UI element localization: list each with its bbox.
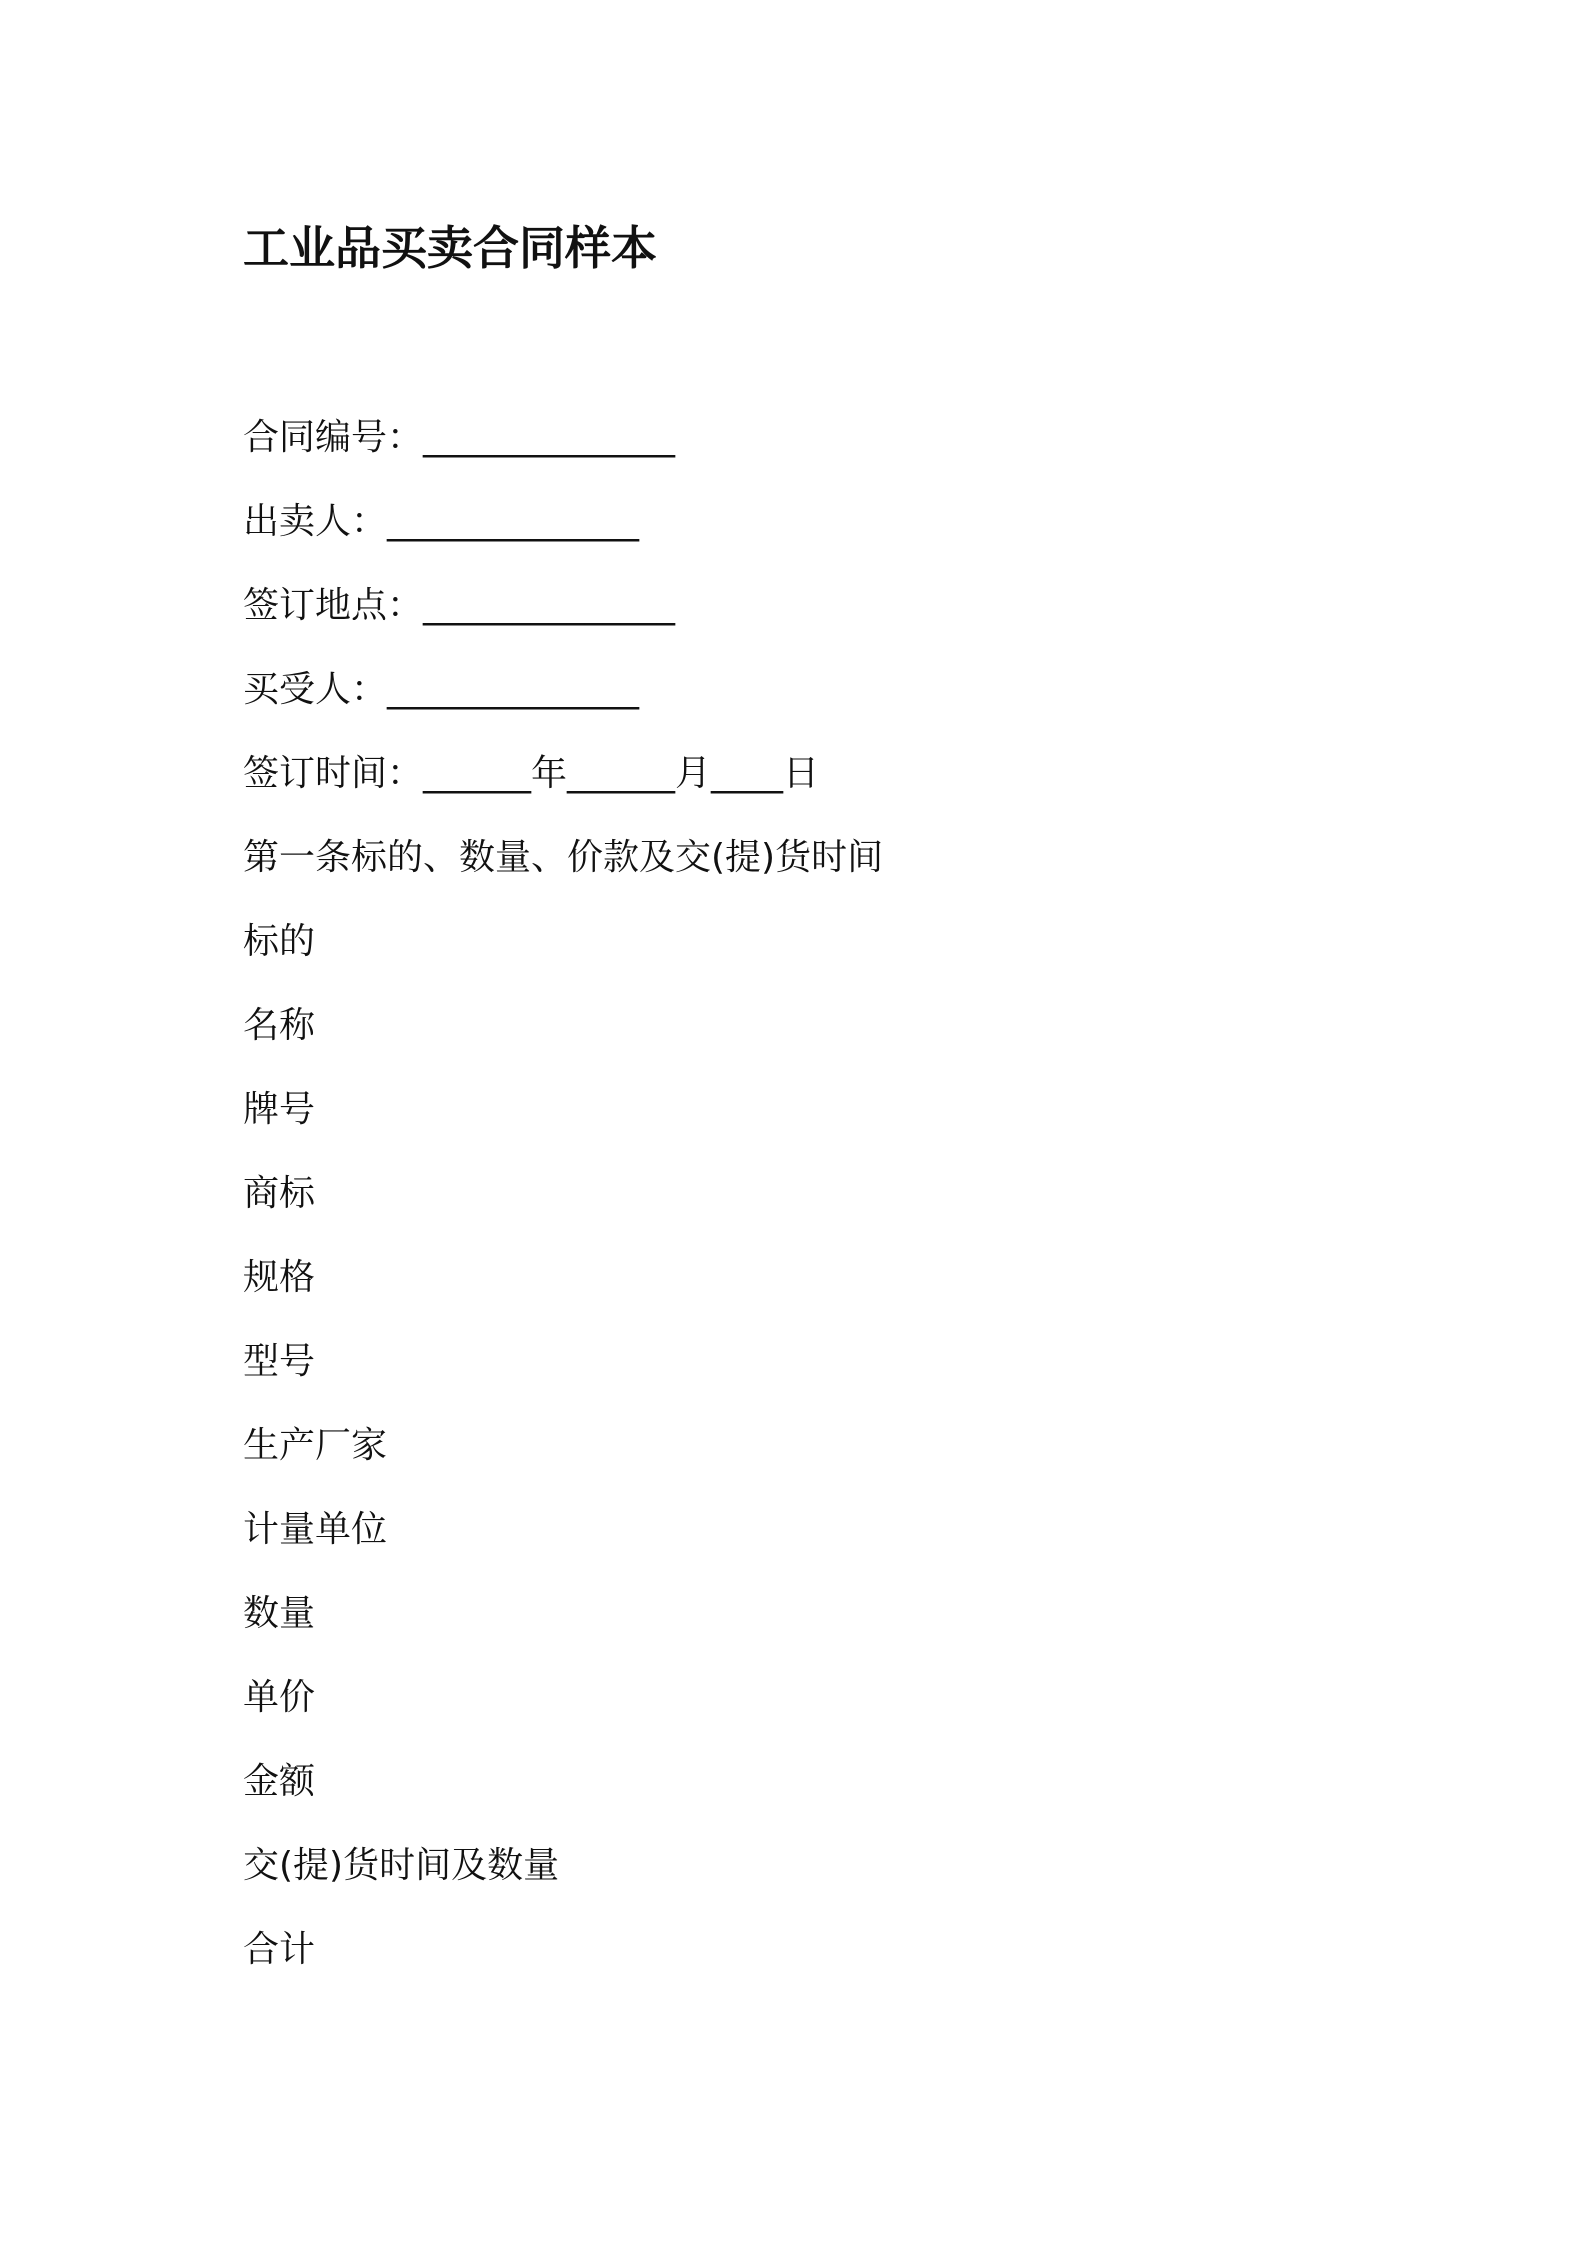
specification-label: 规格 [243, 1257, 316, 1298]
contract-body [243, 412, 1443, 2008]
signing-place-line: 签订地点：______________ [243, 585, 676, 626]
document-title: 工业品买卖合同样本 [243, 221, 657, 275]
model-label: 型号 [243, 1341, 316, 1382]
manufacturer-label: 生产厂家 [243, 1425, 388, 1466]
article-one-heading: 第一条标的、数量、价款及交(提)货时间 [243, 837, 884, 878]
quantity-label: 数量 [243, 1593, 316, 1634]
buyer-line: 买受人：______________ [243, 669, 640, 710]
seller-line: 出卖人：______________ [243, 501, 640, 542]
brand-number-label: 牌号 [243, 1089, 316, 1130]
subject-label: 标的 [243, 921, 316, 962]
signing-date-line: 签订时间：______年______月____日 [243, 753, 820, 794]
trademark-label: 商标 [243, 1173, 316, 1214]
contract-number-line: 合同编号：______________ [243, 417, 676, 458]
name-label: 名称 [243, 1005, 316, 1046]
total-label: 合计 [243, 1929, 316, 1970]
delivery-time-quantity-label: 交(提)货时间及数量 [243, 1845, 560, 1886]
amount-label: 金额 [243, 1761, 316, 1802]
unit-of-measure-label: 计量单位 [243, 1509, 388, 1550]
unit-price-label: 单价 [243, 1677, 316, 1718]
